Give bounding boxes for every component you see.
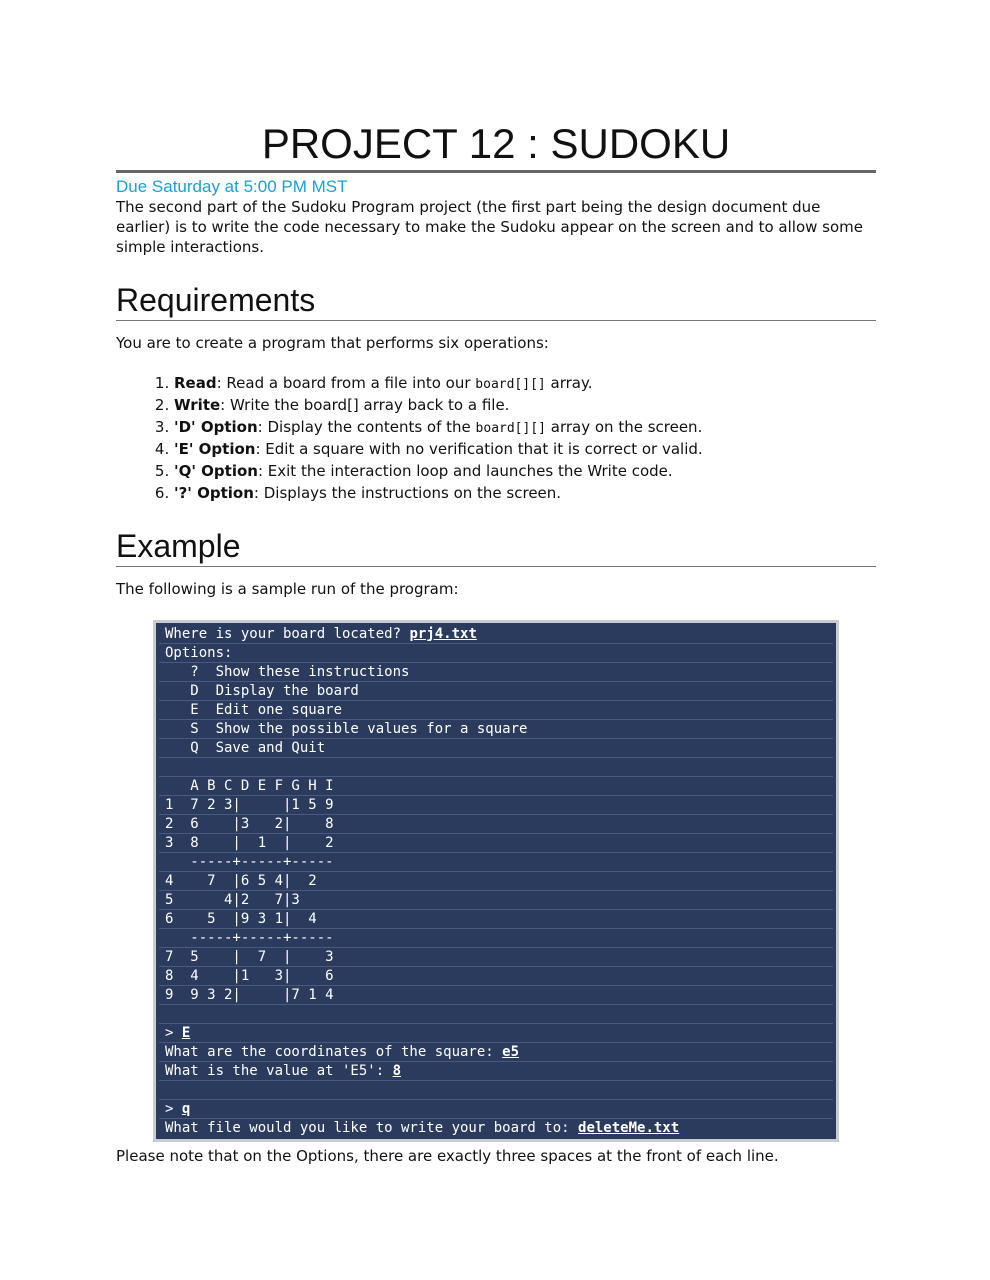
terminal-line xyxy=(159,910,833,929)
page-title: PROJECT 12 : SUDOKU xyxy=(116,120,876,173)
terminal-text: What are the coordinates of the square: xyxy=(165,1044,503,1060)
terminal-line xyxy=(159,834,833,853)
terminal-line xyxy=(159,1043,833,1062)
terminal-text: 2 6 |3 2| 8 xyxy=(165,816,334,832)
requirement-item: 2. Write: Write the board[] array back to a file. xyxy=(174,395,876,417)
terminal-text: > xyxy=(165,1101,182,1117)
terminal-line xyxy=(159,644,833,663)
requirement-item: 5. 'Q' Option: Exit the interaction loop and launches the Write code. xyxy=(174,461,876,483)
terminal-text: 5 4|2 7|3 xyxy=(165,892,300,908)
requirement-item: 3. 'D' Option: Display the contents of the board[][] array on the screen. xyxy=(174,417,876,439)
requirement-item: 4. 'E' Option: Edit a square with no verification that it is correct or valid. xyxy=(174,439,876,461)
terminal-text: S Show the possible values for a square xyxy=(165,721,528,737)
terminal-line xyxy=(159,929,833,948)
terminal-text: -----+-----+----- xyxy=(165,854,334,870)
terminal-line xyxy=(159,986,833,1005)
user-input: prj4.txt xyxy=(409,626,477,642)
terminal-line xyxy=(159,663,833,682)
terminal-text: E Edit one square xyxy=(165,702,343,718)
terminal-text: 1 7 2 3| |1 5 9 xyxy=(165,797,334,813)
terminal-line xyxy=(159,1081,833,1100)
terminal-text: 7 5 | 7 | 3 xyxy=(165,949,334,965)
terminal-line xyxy=(159,720,833,739)
terminal-text: D Display the board xyxy=(165,683,359,699)
terminal-line xyxy=(159,777,833,796)
requirements-heading: Requirements xyxy=(116,281,876,321)
terminal-text: 9 9 3 2| |7 1 4 xyxy=(165,987,334,1003)
terminal-line xyxy=(159,796,833,815)
options-note: Please note that on the Options, there are exactly three spaces at the front of each line. xyxy=(116,1147,779,1165)
terminal-text: Where is your board located? xyxy=(165,626,410,642)
terminal-line xyxy=(159,1100,833,1119)
terminal-line xyxy=(159,701,833,720)
user-input: q xyxy=(181,1101,191,1117)
user-input: 8 xyxy=(392,1063,402,1079)
terminal-line xyxy=(159,1005,833,1024)
terminal-text: 3 8 | 1 | 2 xyxy=(165,835,334,851)
terminal-line xyxy=(159,758,833,777)
terminal-text: 8 4 |1 3| 6 xyxy=(165,968,334,984)
terminal-line xyxy=(159,1119,833,1137)
terminal-text: A B C D E F G H I xyxy=(165,778,334,794)
terminal-line xyxy=(159,625,833,644)
example-heading: Example xyxy=(116,527,876,567)
terminal-text: -----+-----+----- xyxy=(165,930,334,946)
terminal-line xyxy=(159,815,833,834)
terminal-line xyxy=(159,739,833,758)
terminal-line xyxy=(159,891,833,910)
terminal-text: 6 5 |9 3 1| 4 xyxy=(165,911,317,927)
terminal-line xyxy=(159,1024,833,1043)
user-input: deleteMe.txt xyxy=(578,1120,680,1136)
requirement-item: 1. Read: Read a board from a file into our board[][] array. xyxy=(174,373,876,395)
requirement-item: 6. '?' Option: Displays the instructions on the screen. xyxy=(174,483,876,505)
terminal-text: ? Show these instructions xyxy=(165,664,410,680)
terminal-text: What is the value at 'E5': xyxy=(165,1063,393,1079)
terminal-text: > xyxy=(165,1025,182,1041)
user-input: e5 xyxy=(502,1044,520,1060)
requirements-list xyxy=(116,373,876,505)
terminal-text: What file would you like to write your board to: xyxy=(165,1120,579,1136)
terminal-text: 4 7 |6 5 4| 2 xyxy=(165,873,317,889)
intro-paragraph: The second part of the Sudoku Program project (the first part being the design document due earlier) is to write the code necessary to make the Sudoku appear on the screen and to allow some simple interactions. xyxy=(116,198,864,256)
terminal-output xyxy=(153,620,839,1142)
terminal-line xyxy=(159,1062,833,1081)
terminal-line xyxy=(159,853,833,872)
terminal-line xyxy=(159,682,833,701)
terminal-text: Options: xyxy=(165,645,233,661)
terminal-line xyxy=(159,967,833,986)
terminal-line xyxy=(159,872,833,891)
terminal-line xyxy=(159,948,833,967)
user-input: E xyxy=(181,1025,191,1041)
requirements-intro: You are to create a program that performs six operations: xyxy=(116,334,549,352)
due-date: Due Saturday at 5:00 PM MST xyxy=(116,177,348,196)
example-intro: The following is a sample run of the program: xyxy=(116,580,459,598)
document-page xyxy=(116,120,876,1166)
terminal-text: Q Save and Quit xyxy=(165,740,326,756)
